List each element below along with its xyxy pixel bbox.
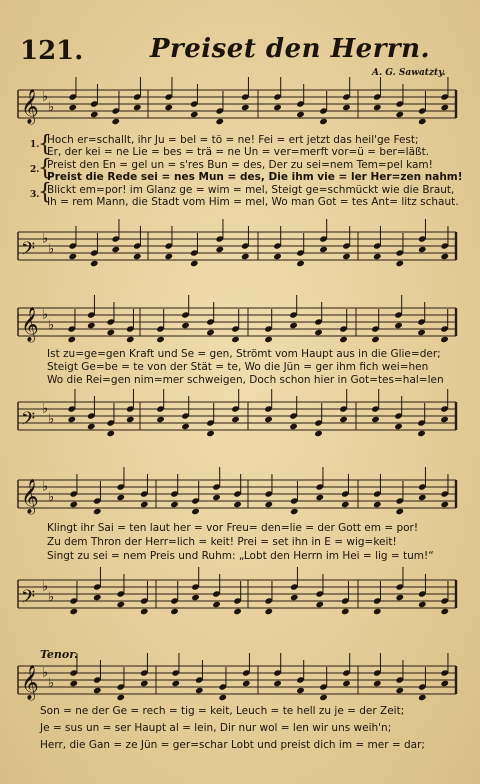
note-head-icon	[133, 104, 142, 111]
note-head-icon	[341, 501, 350, 508]
tenor-staff	[0, 660, 480, 710]
flat-key-icon: ♭	[48, 590, 55, 605]
note-head-icon	[273, 680, 282, 687]
flat-key-icon: ♭	[42, 89, 49, 105]
note-head-icon	[314, 430, 323, 437]
note-head-icon	[190, 111, 199, 118]
note-head-icon	[170, 608, 179, 615]
note-head-icon	[67, 336, 76, 343]
note-head-icon	[191, 508, 200, 515]
treble-clef-icon: 𝄞	[21, 89, 39, 124]
note-head-icon	[319, 118, 328, 125]
note-head-icon	[273, 253, 282, 260]
note-head-icon	[371, 336, 380, 343]
note-head-icon	[373, 253, 382, 260]
note-head-icon	[418, 118, 427, 125]
note-head-icon	[241, 253, 250, 260]
note-head-icon	[140, 501, 149, 508]
flat-key-icon: ♭	[42, 231, 49, 247]
lyric-line: Je = sus un = ser Haupt al = lein, Dir nur wol = len wir uns weih'n;	[40, 722, 392, 734]
note-head-icon	[341, 608, 350, 615]
note-head-icon	[93, 594, 102, 601]
note-head-icon	[342, 104, 351, 111]
verse-number-2: 2.	[30, 165, 40, 175]
note-head-icon	[233, 501, 242, 508]
note-head-icon	[314, 329, 323, 336]
flat-key-icon: ♭	[48, 242, 55, 257]
note-head-icon	[87, 322, 96, 329]
note-head-icon	[440, 416, 449, 423]
lyric-line: Singt zu sei = nem Preis und Ruhm: „Lobt den Herrn im Hei = lig = tum!“	[47, 550, 434, 562]
note-head-icon	[93, 687, 102, 694]
note-head-icon	[371, 416, 380, 423]
note-head-icon	[69, 680, 78, 687]
note-head-icon	[417, 430, 426, 437]
flat-key-icon: ♭	[48, 676, 55, 691]
verse-brace: {	[38, 156, 52, 181]
note-head-icon	[315, 601, 324, 608]
lyric-line: Preist die Rede sei = nes Mun = des, Die ihm vie = ler Her=zen nahm!	[47, 171, 463, 183]
note-head-icon	[296, 111, 305, 118]
treble-staff-1	[0, 84, 480, 134]
note-head-icon	[417, 329, 426, 336]
verse-brace: {	[38, 132, 52, 157]
note-head-icon	[106, 430, 115, 437]
note-head-icon	[241, 104, 250, 111]
note-head-icon	[116, 601, 125, 608]
lyric-line: Steigt Ge=be = te von der Stät = te, Wo die Jün = ger ihm fich wei=hen	[47, 361, 429, 373]
note-head-icon	[164, 104, 173, 111]
note-head-icon	[319, 694, 328, 701]
note-head-icon	[233, 608, 242, 615]
treble-clef-icon: 𝄞	[21, 665, 39, 700]
bass-staff-1	[0, 226, 480, 276]
treble-clef-icon: 𝄞	[21, 307, 39, 342]
note-head-icon	[90, 111, 99, 118]
note-head-icon	[418, 494, 427, 501]
note-head-icon	[215, 118, 224, 125]
note-head-icon	[191, 594, 200, 601]
flat-key-icon: ♭	[42, 665, 49, 681]
note-head-icon	[264, 336, 273, 343]
note-head-icon	[290, 594, 299, 601]
treble-staff-2	[0, 302, 480, 352]
note-head-icon	[373, 104, 382, 111]
note-head-icon	[394, 423, 403, 430]
note-head-icon	[170, 501, 179, 508]
flat-key-icon: ♭	[48, 490, 55, 505]
note-head-icon	[395, 508, 404, 515]
note-head-icon	[289, 322, 298, 329]
note-head-icon	[69, 608, 78, 615]
note-head-icon	[231, 416, 240, 423]
note-head-icon	[126, 416, 135, 423]
note-head-icon	[319, 246, 328, 253]
hymn-number: 121.	[20, 36, 84, 66]
note-head-icon	[156, 336, 165, 343]
lyric-line: Blickt em=por! im Glanz ge = wim = mel, Steigt ge=schmückt wie die Braut,	[47, 184, 455, 196]
note-head-icon	[106, 329, 115, 336]
lyric-line: Ih = rem Mann, die Stadt vom Him = mel, Wo man Got = tes Ant= litz schaut.	[47, 196, 459, 208]
note-head-icon	[315, 494, 324, 501]
treble-staff-3	[0, 474, 480, 524]
note-head-icon	[206, 329, 215, 336]
bass-staff-2	[0, 396, 480, 446]
note-head-icon	[342, 253, 351, 260]
note-head-icon	[395, 687, 404, 694]
note-head-icon	[69, 501, 78, 508]
lyric-line: Klingt ihr Sai = ten laut her = vor Freu= den=lie = der Gott em = por!	[47, 522, 419, 534]
note-head-icon	[440, 680, 449, 687]
note-head-icon	[418, 601, 427, 608]
note-head-icon	[373, 501, 382, 508]
note-head-icon	[440, 104, 449, 111]
lyric-line: Hoch er=schallt, ihr Ju = bel = tö = ne! Fei = ert jetzt das heil'ge Fest;	[47, 134, 419, 146]
note-head-icon	[212, 601, 221, 608]
note-head-icon	[339, 416, 348, 423]
note-head-icon	[264, 608, 273, 615]
note-head-icon	[339, 336, 348, 343]
note-head-icon	[156, 416, 165, 423]
note-head-icon	[111, 246, 120, 253]
flat-key-icon: ♭	[42, 579, 49, 595]
note-head-icon	[195, 687, 204, 694]
note-head-icon	[242, 680, 251, 687]
note-head-icon	[68, 253, 77, 260]
note-head-icon	[418, 694, 427, 701]
note-head-icon	[181, 322, 190, 329]
note-head-icon	[111, 118, 120, 125]
note-head-icon	[67, 416, 76, 423]
note-head-icon	[395, 594, 404, 601]
note-head-icon	[68, 104, 77, 111]
note-head-icon	[140, 680, 149, 687]
note-head-icon	[133, 253, 142, 260]
note-head-icon	[289, 423, 298, 430]
note-head-icon	[171, 680, 180, 687]
note-head-icon	[342, 680, 351, 687]
note-head-icon	[190, 260, 199, 267]
flat-key-icon: ♭	[48, 412, 55, 427]
flat-key-icon: ♭	[42, 307, 49, 323]
note-head-icon	[273, 104, 282, 111]
note-head-icon	[126, 336, 135, 343]
note-head-icon	[231, 336, 240, 343]
flat-key-icon: ♭	[48, 100, 55, 115]
note-head-icon	[373, 680, 382, 687]
note-head-icon	[264, 416, 273, 423]
lyric-line: Preist den En = gel un = s'res Bun = des, Der zu sei=nem Tem=pel kam!	[47, 159, 433, 171]
verse-number-1: 1.	[30, 140, 40, 150]
note-head-icon	[140, 608, 149, 615]
note-head-icon	[212, 494, 221, 501]
note-head-icon	[440, 501, 449, 508]
note-head-icon	[116, 494, 125, 501]
lyric-line: Son = ne der Ge = rech = tig = keit, Leuch = te hell zu je = der Zeit;	[40, 705, 405, 717]
note-head-icon	[395, 260, 404, 267]
lyric-line: Er, der kei = ne Lie = bes = trä = ne Un = ver=merft vor=ü = ber=läßt.	[47, 146, 430, 158]
lyric-line: Ist zu=ge=gen Kraft und Se = gen, Strömt vom Haupt aus in die Glie=der;	[47, 348, 441, 360]
hymn-title: Preiset den Herrn.	[150, 34, 431, 64]
flat-key-icon: ♭	[42, 479, 49, 495]
note-head-icon	[93, 508, 102, 515]
note-head-icon	[440, 253, 449, 260]
note-head-icon	[218, 694, 227, 701]
note-head-icon	[181, 423, 190, 430]
flat-key-icon: ♭	[42, 401, 49, 417]
composer-credit: A. G. Sawatzty.	[372, 68, 446, 78]
bass-clef-icon: 𝄢	[21, 587, 36, 612]
note-head-icon	[90, 260, 99, 267]
verse-brace: {	[38, 180, 52, 205]
lyric-line: Wo die Rei=gen nim=mer schweigen, Doch schon hier in Got=tes=hal=len	[47, 374, 444, 386]
note-head-icon	[373, 608, 382, 615]
bass-clef-icon: 𝄢	[21, 239, 36, 264]
note-head-icon	[206, 430, 215, 437]
note-head-icon	[116, 694, 125, 701]
note-head-icon	[296, 260, 305, 267]
note-head-icon	[264, 501, 273, 508]
tenor-label: Tenor.	[40, 648, 78, 661]
note-head-icon	[418, 246, 427, 253]
flat-key-icon: ♭	[48, 318, 55, 333]
note-head-icon	[394, 322, 403, 329]
note-head-icon	[215, 246, 224, 253]
note-head-icon	[296, 687, 305, 694]
bass-clef-icon: 𝄢	[21, 409, 36, 434]
note-head-icon	[164, 253, 173, 260]
note-head-icon	[395, 111, 404, 118]
verse-number-3: 3.	[30, 190, 40, 200]
lyric-line: Zu dem Thron der Herr=lich = keit! Prei = set ihn in E = wig=keit!	[47, 536, 397, 548]
note-head-icon	[87, 423, 96, 430]
treble-clef-icon: 𝄞	[21, 479, 39, 514]
note-head-icon	[440, 608, 449, 615]
bass-staff-3	[0, 574, 480, 624]
lyric-line: Herr, die Gan = ze Jün = ger=schar Lobt und preist dich im = mer = dar;	[40, 739, 425, 751]
note-head-icon	[440, 336, 449, 343]
note-head-icon	[290, 508, 299, 515]
